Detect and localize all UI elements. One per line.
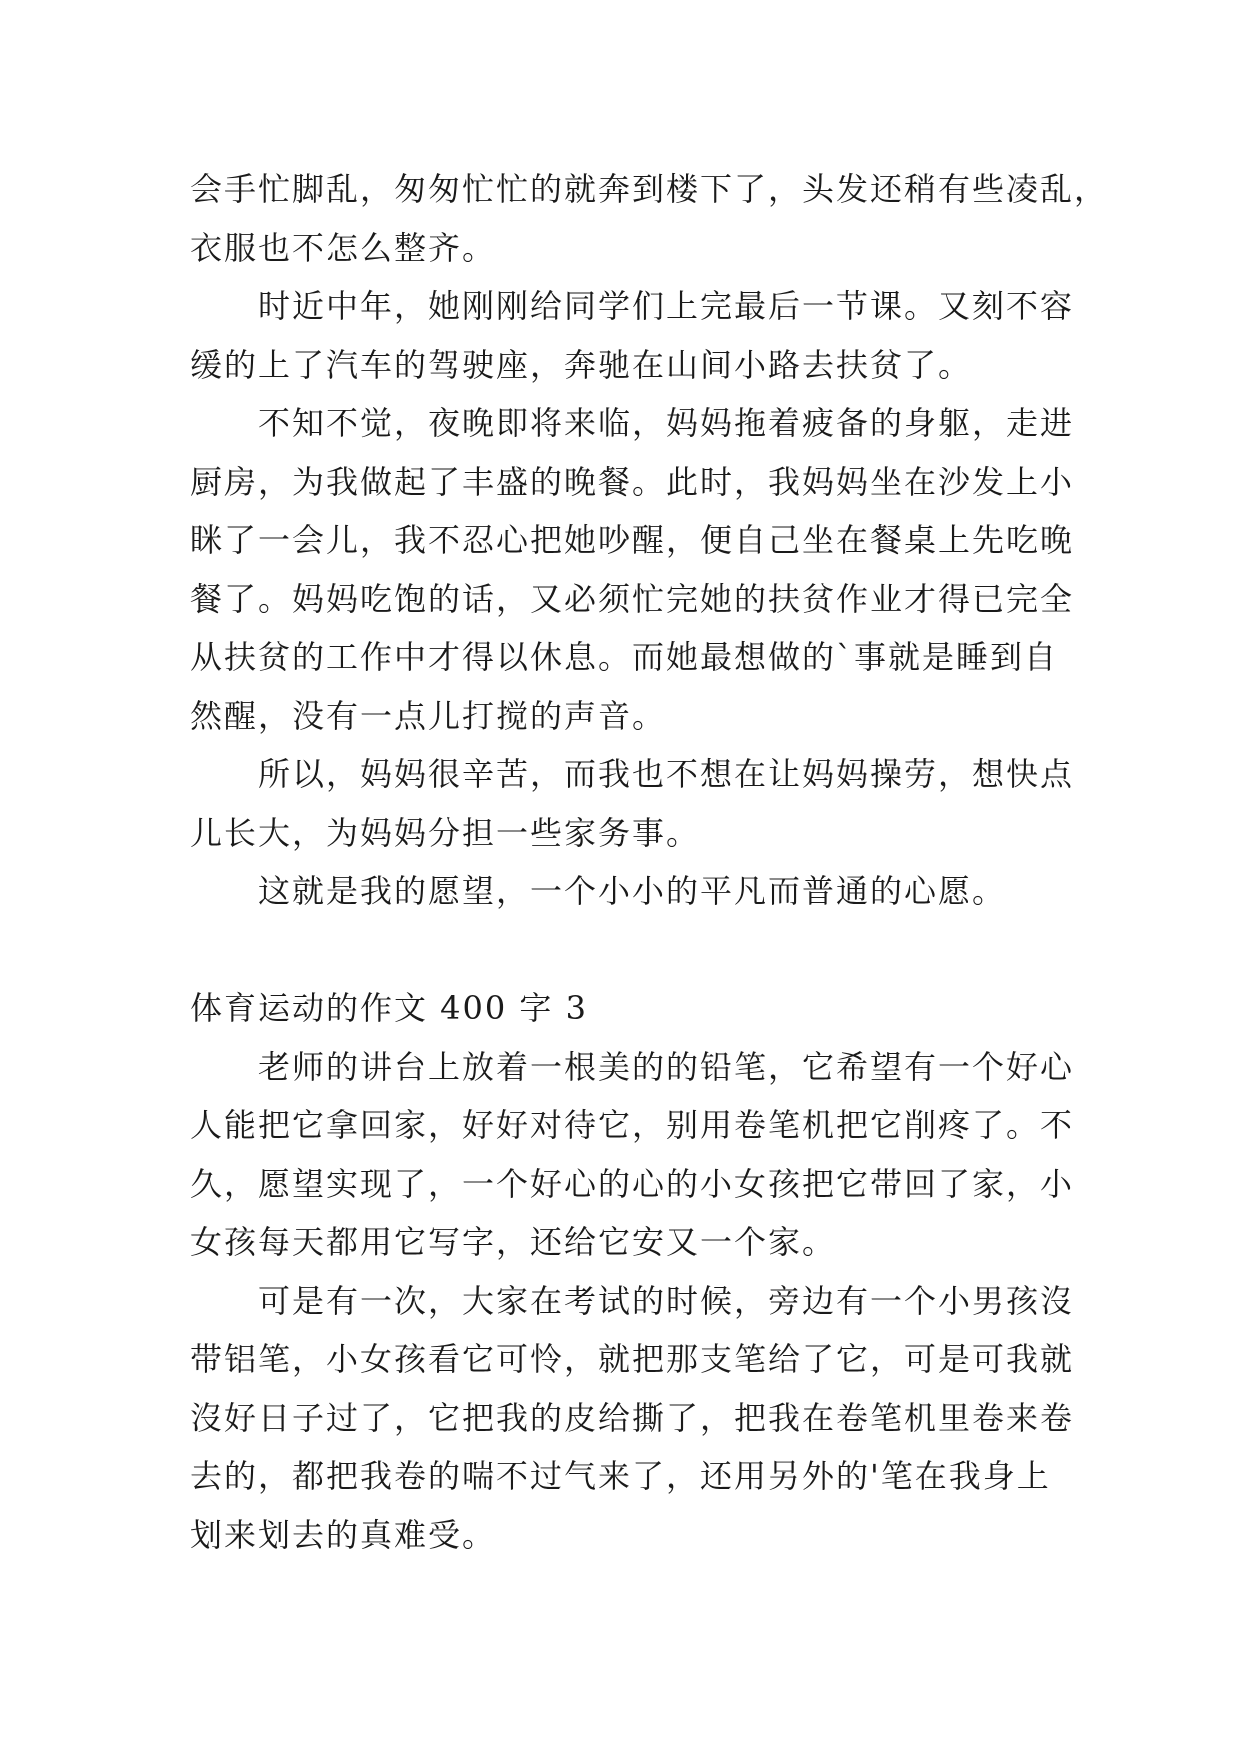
- text-line: 女孩每天都用它写字，还给它安又一个家。: [190, 1223, 837, 1261]
- text-line: 缓的上了汽车的驾驶座，奔驰在山间小路去扶贫了。: [190, 345, 973, 384]
- text-line: 从扶贫的工作中才得以休息。而她最想做的`事就是睡到自: [190, 638, 1059, 676]
- text-line: 去的，都把我卷的喘不过气来了，还用另外的'笔在我身上: [190, 1457, 1051, 1495]
- paragraph-start: 可是有一次，大家在考试的时候，旁边有一个小男孩沒: [258, 1281, 1075, 1320]
- text-line: 餐了。妈妈吃饱的话，又必须忙完她的扶贫作业才得已完全: [190, 579, 1075, 618]
- text-line: 人能把它拿回家，好好对待它，别用卷笔机把它削疼了。不: [190, 1106, 1075, 1144]
- section-heading: 体育运动的作文 400 字 3: [190, 989, 588, 1027]
- text-line: 会手忙脚乱，匆匆忙忙的就奔到楼下了，头发还稍有些凌乱，: [190, 170, 1109, 208]
- text-line: 厨房，为我做起了丰盛的晚餐。此时，我妈妈坐在沙发上小: [190, 462, 1075, 501]
- text-line: 儿长大，为妈妈分担一些家务事。: [190, 813, 701, 852]
- paragraph-start: 老师的讲台上放着一根美的的铅笔，它希望有一个好心: [258, 1047, 1075, 1086]
- paragraph-start: 时近中年，她刚刚给同学们上完最后一节课。又刻不容: [258, 287, 1075, 325]
- paragraph-start: 这就是我的愿望，一个小小的平凡而普通的心愿。: [258, 872, 1007, 910]
- document-page: [190, 160, 1109, 1564]
- text-line: 久，愿望实现了，一个好心的心的小女孩把它带回了家，小: [190, 1164, 1075, 1203]
- text-line: 衣服也不怎么整齐。: [190, 228, 497, 267]
- text-line: 眯了一会儿，我不忍心把她吵醒，便自己坐在餐桌上先吃晚: [190, 521, 1075, 559]
- text-line: 带铝笔，小女孩看它可怜，就把那支笔给了它，可是可我就: [190, 1340, 1075, 1378]
- text-line: 划来划去的真难受。: [190, 1515, 497, 1554]
- text-line: 沒好日子过了，它把我的皮给撕了，把我在卷笔机里卷来卷: [190, 1398, 1075, 1437]
- paragraph-start: 所以，妈妈很辛苦，而我也不想在让妈妈操劳，想快点: [258, 755, 1075, 793]
- text-line: 然醒，没有一点儿打搅的声音。: [190, 696, 667, 735]
- paragraph-start: 不知不觉，夜晚即将来临，妈妈拖着疲备的身躯，走进: [258, 404, 1075, 442]
- blank-line: [190, 921, 1050, 980]
